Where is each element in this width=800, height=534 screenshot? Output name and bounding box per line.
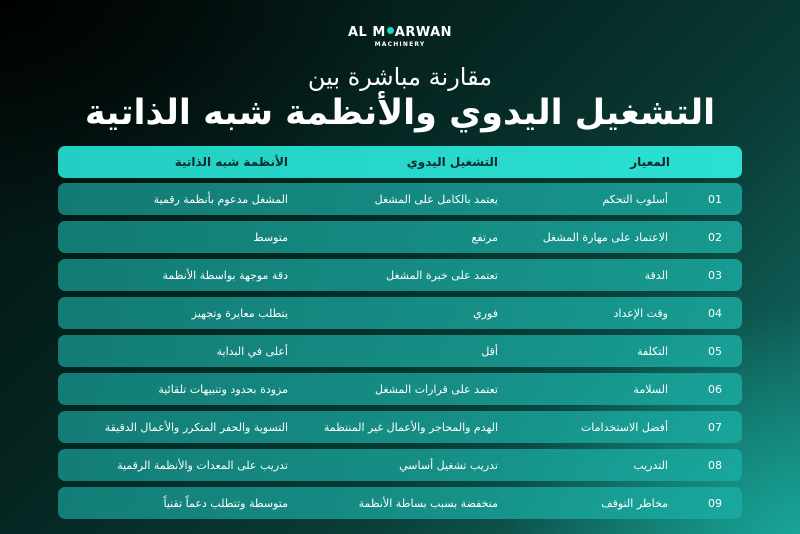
- page-title: التشغيل اليدوي والأنظمة شبه الذاتية: [84, 93, 716, 133]
- table-row: [58, 411, 742, 443]
- brand-mark-icon: [387, 27, 394, 34]
- row-semi-autonomous: دقة موجهة بواسطة الأنظمة: [162, 268, 288, 282]
- row-number: 09: [708, 496, 722, 510]
- row-criterion: أسلوب التحكم: [602, 192, 668, 206]
- row-criterion: التدريب: [633, 458, 668, 472]
- row-manual: فوري: [473, 306, 498, 320]
- row-criterion: أفضل الاستخدامات: [580, 420, 668, 434]
- row-semi-autonomous: مزودة بحدود وتنبيهات تلقائية: [158, 382, 288, 396]
- row-manual: تدريب تشغيل أساسي: [399, 458, 498, 472]
- row-criterion: التكلفة: [637, 344, 668, 358]
- row-number: 06: [708, 382, 722, 396]
- row-semi-autonomous: أعلى في البداية: [216, 344, 288, 358]
- row-semi-autonomous: يتطلب معايرة وتجهيز: [191, 306, 288, 320]
- row-number: 07: [708, 420, 722, 434]
- table-row: [58, 449, 742, 481]
- row-manual: مرتفع: [471, 230, 498, 244]
- row-criterion: وقت الإعداد: [613, 306, 668, 320]
- row-criterion: الدقة: [644, 268, 668, 282]
- table-row: [58, 221, 742, 253]
- header-criterion: المعيار: [630, 155, 670, 169]
- brand-name: [0, 26, 800, 40]
- table-row: [58, 487, 742, 519]
- row-semi-autonomous: تدريب على المعدات والأنظمة الرقمية: [117, 458, 288, 472]
- table-row: [58, 297, 742, 329]
- brand-name-part2: ARWAN: [394, 25, 453, 40]
- row-number: 04: [708, 306, 722, 320]
- row-manual: منخفضة بسبب بساطة الأنظمة: [358, 496, 498, 510]
- brand-tagline: MACHINERY: [374, 41, 426, 48]
- row-manual: تعتمد على قرارات المشغل: [374, 382, 498, 396]
- row-manual: الهدم والمحاجر والأعمال غير المنتظمة: [323, 420, 498, 434]
- comparison-table: [58, 146, 742, 525]
- brand-logo: [0, 26, 800, 49]
- row-manual: تعتمد على خبرة المشغل: [386, 268, 498, 282]
- table-row: [58, 335, 742, 367]
- row-number: 03: [708, 268, 722, 282]
- row-manual: يعتمد بالكامل على المشغل: [374, 192, 498, 206]
- page-subtitle: مقارنة مباشرة بين: [307, 63, 493, 91]
- row-criterion: مخاطر التوقف: [601, 496, 668, 510]
- row-criterion: السلامة: [633, 382, 668, 396]
- row-manual: أقل: [481, 344, 498, 358]
- row-semi-autonomous: التسوية والحفر المتكرر والأعمال الدقيقة: [104, 420, 288, 434]
- row-number: 05: [708, 344, 722, 358]
- header-manual: التشغيل اليدوي: [406, 155, 498, 169]
- header-semi-autonomous: الأنظمة شبه الذاتية: [174, 155, 288, 169]
- table-row: [58, 183, 742, 215]
- row-number: 08: [708, 458, 722, 472]
- table-header: [58, 146, 742, 178]
- table-row: [58, 373, 742, 405]
- row-semi-autonomous: المشغل مدعوم بأنظمة رقمية: [153, 192, 288, 206]
- row-semi-autonomous: متوسط: [253, 230, 288, 244]
- row-criterion: الاعتماد على مهارة المشغل: [542, 230, 668, 244]
- brand-name-part1: AL M: [347, 25, 386, 40]
- row-number: 01: [708, 192, 722, 206]
- row-number: 02: [708, 230, 722, 244]
- row-semi-autonomous: متوسطة وتتطلب دعماً تقنياً: [163, 496, 288, 510]
- table-row: [58, 259, 742, 291]
